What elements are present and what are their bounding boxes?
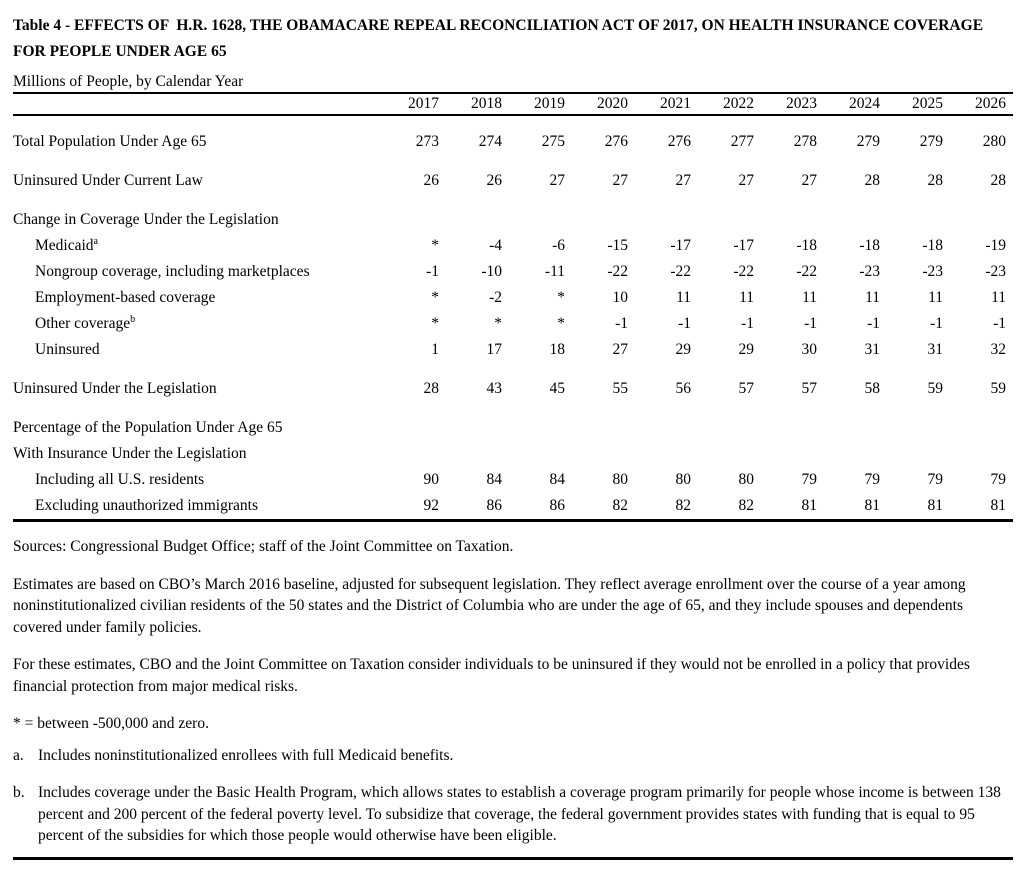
value-cell: -17 bbox=[733, 237, 754, 254]
year-column-header: 2024 bbox=[849, 95, 880, 112]
value-cell: -1 bbox=[930, 315, 943, 332]
value-cell: * bbox=[431, 315, 439, 332]
value-cell: 27 bbox=[675, 172, 691, 189]
table-row bbox=[13, 311, 1013, 337]
value-cell: 28 bbox=[864, 172, 880, 189]
notes-section bbox=[13, 522, 1013, 847]
value-cell: 56 bbox=[675, 380, 691, 397]
value-cell: 11 bbox=[991, 289, 1006, 306]
value-cell: 84 bbox=[549, 471, 565, 488]
note-paragraphs bbox=[13, 574, 1013, 735]
value-cell: -22 bbox=[670, 263, 691, 280]
row-label: Including all U.S. residents bbox=[35, 471, 205, 488]
value-cell: 79 bbox=[927, 471, 943, 488]
value-cell: 27 bbox=[612, 341, 628, 358]
table-row bbox=[13, 337, 1013, 363]
value-cell: 82 bbox=[738, 497, 754, 514]
value-cell: 57 bbox=[738, 380, 754, 397]
value-cell: 273 bbox=[415, 133, 439, 150]
value-cell: 11 bbox=[802, 289, 817, 306]
note-paragraph: For these estimates, CBO and the Joint Committee on Taxation consider individuals to be uninsured if they would not be enrolled in a policy that provides financial protection from major medical risks. bbox=[13, 656, 970, 695]
value-cell: 79 bbox=[864, 471, 880, 488]
value-cell: -1 bbox=[993, 315, 1006, 332]
row-label: Percentage of the Population Under Age 65 bbox=[13, 419, 283, 436]
value-cell: 275 bbox=[541, 133, 565, 150]
year-column-header: 2021 bbox=[660, 95, 691, 112]
section-header-row bbox=[13, 415, 1013, 441]
year-column-header: 2026 bbox=[975, 95, 1006, 112]
value-cell: 11 bbox=[676, 289, 691, 306]
year-column-header: 2017 bbox=[408, 95, 439, 112]
value-cell: 1 bbox=[431, 341, 439, 358]
year-header-label-spacer bbox=[13, 94, 383, 114]
value-cell: 277 bbox=[730, 133, 754, 150]
value-cell: 81 bbox=[864, 497, 880, 514]
row-label: Total Population Under Age 65 bbox=[13, 133, 207, 150]
value-cell: -18 bbox=[796, 237, 817, 254]
value-cell: 10 bbox=[612, 289, 628, 306]
value-cell: 81 bbox=[990, 497, 1006, 514]
value-cell: 29 bbox=[675, 341, 691, 358]
value-cell: 81 bbox=[801, 497, 817, 514]
value-cell: 81 bbox=[927, 497, 943, 514]
value-cell: * bbox=[494, 315, 502, 332]
value-cell: -15 bbox=[607, 237, 628, 254]
footnote-reference-a: a bbox=[93, 235, 98, 247]
value-cell: 279 bbox=[919, 133, 943, 150]
row-label: With Insurance Under the Legislation bbox=[13, 445, 247, 462]
value-cell: 28 bbox=[927, 172, 943, 189]
value-cell: 27 bbox=[801, 172, 817, 189]
value-cell: -22 bbox=[796, 263, 817, 280]
row-label: Other coverage$^b$ bbox=[35, 313, 136, 332]
value-cell: 79 bbox=[990, 471, 1006, 488]
sources-line: Sources: Congressional Budget Office; staff of the Joint Committee on Taxation. bbox=[13, 538, 514, 555]
value-cell: -11 bbox=[544, 263, 565, 280]
footnote-item bbox=[13, 782, 1013, 847]
value-cell: 17 bbox=[486, 341, 502, 358]
row-label: Uninsured bbox=[35, 341, 100, 358]
footnote-text: Includes noninstitutionalized enrollees with full Medicaid benefits. bbox=[38, 746, 454, 764]
value-cell: -4 bbox=[489, 237, 502, 254]
value-cell: 80 bbox=[738, 471, 754, 488]
table-subtitle: Millions of People, by Calendar Year bbox=[13, 73, 244, 90]
table-body bbox=[13, 129, 1013, 519]
year-column-header: 2023 bbox=[786, 95, 817, 112]
footnote-marker: a. bbox=[13, 746, 24, 764]
value-cell: 11 bbox=[928, 289, 943, 306]
value-cell: -6 bbox=[552, 237, 565, 254]
table-row bbox=[13, 233, 1013, 259]
value-cell: 31 bbox=[927, 341, 943, 358]
table-row bbox=[13, 285, 1013, 311]
value-cell: -10 bbox=[481, 263, 502, 280]
value-cell: 27 bbox=[738, 172, 754, 189]
table-row bbox=[13, 168, 1013, 194]
year-column-header: 2018 bbox=[471, 95, 502, 112]
value-cell: -2 bbox=[489, 289, 502, 306]
value-cell: 92 bbox=[423, 497, 439, 514]
value-cell: -19 bbox=[985, 237, 1006, 254]
value-cell: 28 bbox=[423, 380, 439, 397]
value-cell: 278 bbox=[793, 133, 817, 150]
value-cell: * bbox=[431, 289, 439, 306]
note-paragraph: Estimates are based on CBO’s March 2016 baseline, adjusted for subsequent legislation. They reflect average enrollment over the course of a year among noninstitutionalized civilian residents of the 50 states and the District of Columbia who are under the age of 65, and they include spouses and dependents covered under family policies. bbox=[13, 575, 966, 636]
row-label: Uninsured Under the Legislation bbox=[13, 380, 217, 397]
value-cell: 31 bbox=[864, 341, 880, 358]
table-row bbox=[13, 259, 1013, 285]
value-cell: 11 bbox=[865, 289, 880, 306]
section-header-row bbox=[13, 207, 1013, 233]
value-cell: * bbox=[557, 315, 565, 332]
value-cell: -1 bbox=[426, 263, 439, 280]
year-column-header: 2022 bbox=[723, 95, 754, 112]
table-row bbox=[13, 129, 1013, 155]
row-label: Excluding unauthorized immigrants bbox=[35, 497, 258, 514]
value-cell: -1 bbox=[867, 315, 880, 332]
value-cell: * bbox=[557, 289, 565, 306]
value-cell: 279 bbox=[856, 133, 880, 150]
value-cell: 79 bbox=[801, 471, 817, 488]
value-cell: -23 bbox=[859, 263, 880, 280]
value-cell: 58 bbox=[864, 380, 880, 397]
table-title: Table 4 - EFFECTS OF H.R. 1628, THE OBAMACARE REPEAL RECONCILIATION ACT OF 2017, ON HEALTH INSURANCE COVERAGE FOR PEOPLE UNDER AGE 65 bbox=[13, 17, 987, 60]
row-label: Employment-based coverage bbox=[35, 289, 216, 306]
footnote-text: Includes coverage under the Basic Health Program, which allows states to establish a coverage program primarily for people whose income is between 138 percent and 200 percent of the federal poverty level. To subsidize that coverage, the federal government provides states with funding that is equal to 95 percent of the subsidies for which those people would otherwise have been eligible. bbox=[38, 784, 1001, 844]
value-cell: -18 bbox=[922, 237, 943, 254]
year-column-header: 2020 bbox=[597, 95, 628, 112]
row-label: Nongroup coverage, including marketplaces bbox=[35, 263, 310, 280]
value-cell: -22 bbox=[733, 263, 754, 280]
value-cell: 29 bbox=[738, 341, 754, 358]
footnotes bbox=[13, 745, 1013, 847]
value-cell: 84 bbox=[486, 471, 502, 488]
value-cell: 82 bbox=[612, 497, 628, 514]
value-cell: -1 bbox=[678, 315, 691, 332]
value-cell: -17 bbox=[670, 237, 691, 254]
value-cell: 32 bbox=[990, 341, 1006, 358]
value-cell: 59 bbox=[927, 380, 943, 397]
value-cell: 274 bbox=[478, 133, 502, 150]
value-cell: 55 bbox=[612, 380, 628, 397]
value-cell: 86 bbox=[549, 497, 565, 514]
value-cell: 59 bbox=[990, 380, 1006, 397]
value-cell: 80 bbox=[675, 471, 691, 488]
year-column-header: 2019 bbox=[534, 95, 565, 112]
value-cell: -1 bbox=[741, 315, 754, 332]
value-cell: 82 bbox=[675, 497, 691, 514]
value-cell: -1 bbox=[615, 315, 628, 332]
value-cell: 11 bbox=[739, 289, 754, 306]
value-cell: 30 bbox=[801, 341, 817, 358]
table-row bbox=[13, 467, 1013, 493]
value-cell: 18 bbox=[549, 341, 565, 358]
value-cell: 86 bbox=[486, 497, 502, 514]
value-cell: 57 bbox=[801, 380, 817, 397]
value-cell: * bbox=[431, 237, 439, 254]
value-cell: -23 bbox=[922, 263, 943, 280]
row-label: Uninsured Under Current Law bbox=[13, 172, 203, 189]
table-row bbox=[13, 376, 1013, 402]
value-cell: 90 bbox=[423, 471, 439, 488]
page-bottom-rule bbox=[13, 857, 1013, 860]
row-label: Medicaid$^a$ bbox=[35, 235, 98, 254]
value-cell: 276 bbox=[604, 133, 628, 150]
year-header-row bbox=[13, 94, 1013, 114]
value-cell: 45 bbox=[549, 380, 565, 397]
footnote-reference-b: b bbox=[130, 313, 136, 325]
footnote-marker: b. bbox=[13, 784, 25, 801]
row-label: Change in Coverage Under the Legislation bbox=[13, 211, 279, 228]
value-cell: 43 bbox=[486, 380, 502, 397]
value-cell: 27 bbox=[549, 172, 565, 189]
section-header-row bbox=[13, 441, 1013, 467]
value-cell: 26 bbox=[423, 172, 439, 189]
table-header-rule bbox=[13, 114, 1013, 116]
value-cell: 28 bbox=[990, 172, 1006, 189]
value-cell: 27 bbox=[612, 172, 628, 189]
footnote-item bbox=[13, 745, 1013, 767]
note-paragraph: * = between -500,000 and zero. bbox=[13, 715, 209, 732]
year-column-header: 2025 bbox=[912, 95, 943, 112]
value-cell: 280 bbox=[982, 133, 1006, 150]
value-cell: 80 bbox=[612, 471, 628, 488]
value-cell: -22 bbox=[607, 263, 628, 280]
table-row bbox=[13, 493, 1013, 519]
value-cell: -23 bbox=[985, 263, 1006, 280]
value-cell: -18 bbox=[859, 237, 880, 254]
value-cell: 26 bbox=[486, 172, 502, 189]
value-cell: -1 bbox=[804, 315, 817, 332]
value-cell: 276 bbox=[667, 133, 691, 150]
